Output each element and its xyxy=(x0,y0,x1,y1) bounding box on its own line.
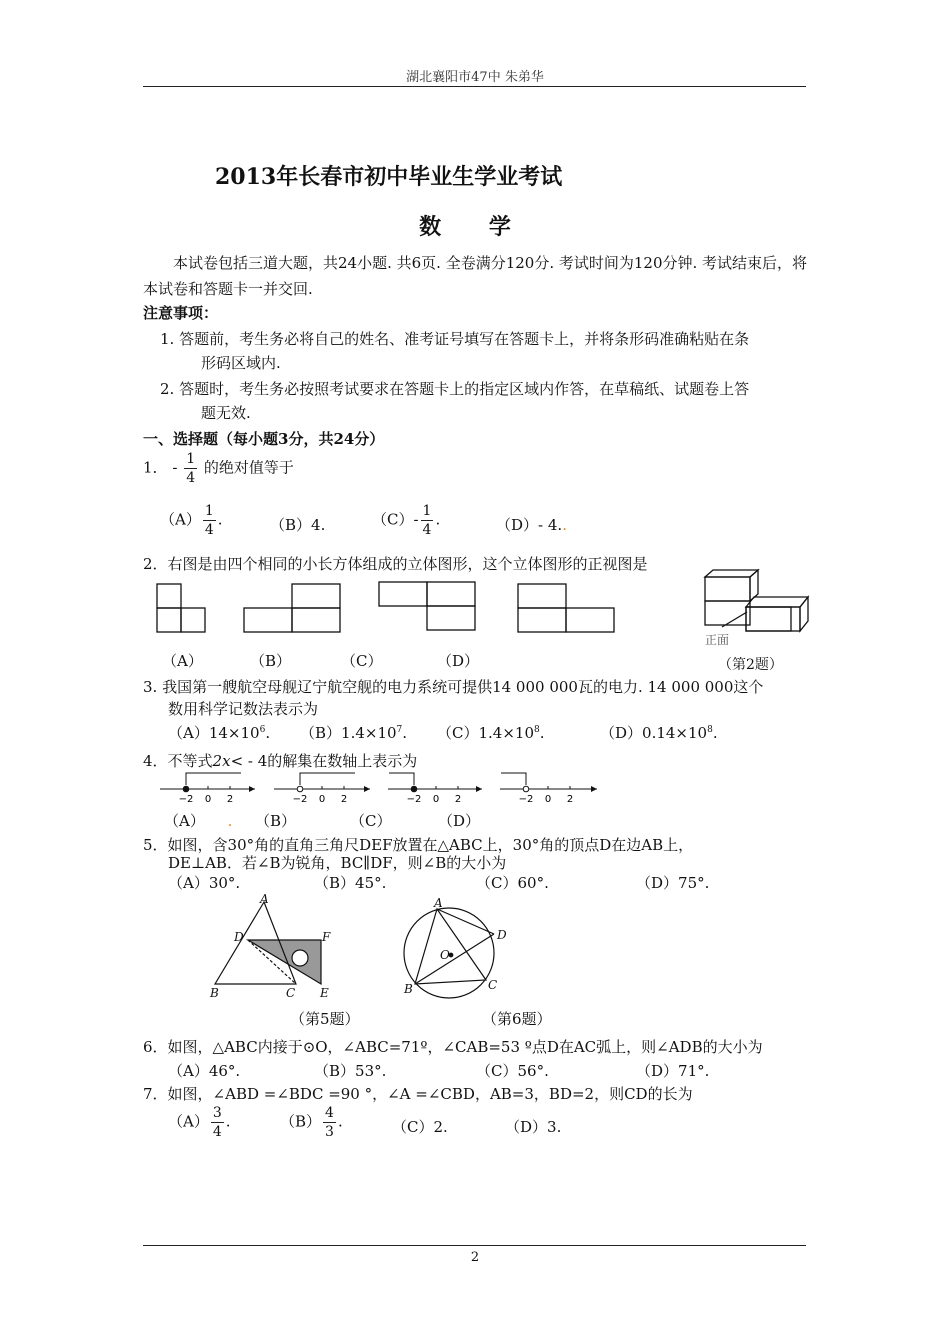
q6-label-a: A xyxy=(434,896,443,910)
exam-title: 2013年长春市初中毕业生学业考试 xyxy=(215,164,563,190)
q1-text: 的绝对值等于 xyxy=(203,458,294,477)
q4-mark-dot: . xyxy=(227,812,233,830)
q3-d-val: 0.14×10 xyxy=(642,724,708,742)
q5-caption: （第5题） xyxy=(290,1010,360,1028)
q6-option-c: （C）56°. xyxy=(476,1062,549,1080)
q6-label-b: B xyxy=(404,982,413,996)
q5-line2: DE⊥AB．若∠B为锐角，BC∥DF，则∠B的大小为 xyxy=(168,854,507,872)
q6-option-a: （A）46°. xyxy=(168,1062,241,1080)
q7-a-den: 4 xyxy=(212,1124,222,1140)
q3-b-val: 1.4×10 xyxy=(341,724,397,742)
q3-b-exp: 7 xyxy=(396,725,403,735)
q4-option-d: （D） xyxy=(438,812,481,830)
q1-a-den: 4 xyxy=(204,522,214,538)
q4-tick-label: 2 xyxy=(226,794,234,805)
notice-2-line2: 题无效. xyxy=(201,404,251,422)
q4-tick-label: −2 xyxy=(406,794,422,805)
q4-tick-label: −2 xyxy=(292,794,308,805)
q1-sign: - xyxy=(172,458,178,477)
q4-tick-label: 0 xyxy=(544,794,552,805)
q2-option-d: （D） xyxy=(437,652,480,670)
q1-number: 1． xyxy=(143,458,168,477)
q5-label-e: E xyxy=(320,986,329,1000)
q4-tick-label: 2 xyxy=(454,794,462,805)
q5-line1: 5．如图，含30°角的直角三角尺DEF放置在△ABC上，30°角的顶点D在边AB上， xyxy=(143,836,694,854)
notice-1-num: 1. xyxy=(160,330,175,348)
q6-caption: （第6题） xyxy=(482,1010,552,1028)
q5-label-f: F xyxy=(322,930,331,944)
q6-line1: 6．如图，△ABC内接于⊙O，∠ABC=71º，∠CAB=53 º点D在AC弧上，则∠ADB的大小为 xyxy=(143,1038,763,1056)
q3-line1: 3. 我国第一艘航空母舰辽宁航空舰的电力系统可提供14 000 000瓦的电力. 14 000 000这个 xyxy=(143,678,764,696)
notice-2-line1: 答题时，考生务必按照考试要求在答题卡上的指定区域内作答，在草稿纸、试题卷上答 xyxy=(179,380,750,398)
q5-option-c: （C）60°. xyxy=(476,874,549,892)
notice-title: 注意事项： xyxy=(143,304,219,322)
q4-a-label: （A） xyxy=(164,812,205,830)
footer-rule xyxy=(143,1245,806,1246)
section-1-heading: 一、选择题（每小题3分，共24分） xyxy=(143,430,385,448)
q2-option-b: （B） xyxy=(250,652,292,670)
q7-line1: 7．如图，∠ABD =∠BDC =90 °，∠A =∠CBD，AB=3，BD=2，则CD的长为 xyxy=(143,1085,693,1103)
q3-a-label: （A） xyxy=(168,724,209,742)
q1-c-num: 1 xyxy=(422,503,432,519)
q7-b-fraction xyxy=(323,1104,336,1141)
q4-tick-label: −2 xyxy=(518,794,534,805)
q3-d-exp: 8 xyxy=(707,725,713,735)
q6-label-o: O xyxy=(440,948,450,962)
intro-paragraph: 本试卷包括三道大题，共24小题. 共6页. 全卷满分120分. 考试时间为120分钟. 考试结束后，将本试卷和答题卡一并交回. xyxy=(143,254,808,298)
q4-tick-label: 0 xyxy=(204,794,212,805)
q4-tick-label: 2 xyxy=(566,794,574,805)
q5-label-b: B xyxy=(210,986,219,1000)
q1-option-b: （B）4. xyxy=(270,516,326,534)
q4-tick-label: 2 xyxy=(340,794,348,805)
q6-label-d: D xyxy=(497,928,507,942)
q6-label-c: C xyxy=(488,978,498,992)
q7-option-b xyxy=(280,1104,343,1141)
q5-label-c: C xyxy=(286,986,296,1000)
q7-b-den: 3 xyxy=(325,1124,334,1140)
page-number: 2 xyxy=(470,1250,480,1265)
q3-line2: 数用科学记数法表示为 xyxy=(168,700,319,718)
q4-tick-label: −2 xyxy=(178,794,194,805)
q3-b-tail: . xyxy=(402,724,408,742)
q3-a-exp: 6 xyxy=(259,725,266,735)
q1-c-den: 4 xyxy=(422,522,432,538)
q3-d-label: （D） xyxy=(600,724,643,742)
q1-c-label: （C）- xyxy=(372,510,419,529)
q4-tick-label: 0 xyxy=(432,794,440,805)
q7-option-a xyxy=(168,1104,231,1141)
q1-mark-dot: . xyxy=(562,516,567,534)
q4-expr: 2x xyxy=(212,752,231,770)
q1-a-num: 1 xyxy=(204,503,214,519)
q7-b-num: 4 xyxy=(325,1105,334,1121)
q2-option-c: （C） xyxy=(341,652,383,670)
q3-a-val: 14×10 xyxy=(208,724,260,742)
q7-option-d: （D）3. xyxy=(505,1118,562,1136)
q1-frac-num: 1 xyxy=(186,451,196,467)
q3-c-tail: . xyxy=(539,724,545,742)
notice-1-line1: 答题前，考生务必将自己的姓名、准考证号填写在答题卡上，并将条形码准确粘贴在条 xyxy=(179,330,750,348)
q7-a-tail: . xyxy=(225,1112,231,1131)
q3-a-tail: . xyxy=(265,724,271,742)
q7-a-fraction xyxy=(211,1104,224,1141)
q7-option-c: （C）2. xyxy=(392,1118,448,1136)
q4-post: < - 4的解集在数轴上表示为 xyxy=(230,752,418,770)
q4-pre: 4．不等式 xyxy=(143,752,213,770)
q3-c-val: 1.4×10 xyxy=(478,724,534,742)
q2-option-a: （A） xyxy=(162,652,203,670)
q4-option-b: （B） xyxy=(255,812,297,830)
q1-frac-den: 4 xyxy=(186,470,196,486)
q5-option-a: （A）30°. xyxy=(168,874,241,892)
q5-label-a: A xyxy=(260,892,269,906)
q3-d-tail: . xyxy=(712,724,718,742)
q6-option-d: （D）71°. xyxy=(636,1062,710,1080)
q7-b-tail: . xyxy=(337,1112,343,1131)
notice-2-num: 2. xyxy=(160,380,175,398)
q2-front-label: 正面 xyxy=(705,633,730,647)
q5-option-d: （D）75°. xyxy=(636,874,710,892)
q1-a-tail: . xyxy=(217,510,223,529)
q1-c-tail: . xyxy=(435,510,441,529)
q1-d-text: （D）- 4. xyxy=(496,516,563,534)
page-header: 湖北襄阳市47中 朱弟华 xyxy=(406,70,544,85)
subject-title: 数 学 xyxy=(419,214,531,240)
q6-option-b: （B）53°. xyxy=(314,1062,387,1080)
notice-1-line2: 形码区域内. xyxy=(201,354,281,372)
q3-c-exp: 8 xyxy=(534,725,540,735)
q3-b-label: （B） xyxy=(300,724,342,742)
q5-figure xyxy=(215,902,321,984)
q5-option-b: （B）45°. xyxy=(314,874,387,892)
q4-option-c: （C） xyxy=(350,812,392,830)
q1-a-label: （A） xyxy=(160,510,201,529)
q5-label-d: D xyxy=(234,930,244,944)
question-2: 2．右图是由四个相同的小长方体组成的立体图形，这个立体图形的正视图是 xyxy=(143,555,648,573)
q7-b-label: （B） xyxy=(280,1112,322,1131)
q2-caption: （第2题） xyxy=(718,657,783,673)
q7-a-label: （A） xyxy=(168,1112,209,1131)
q7-a-num: 3 xyxy=(212,1105,222,1121)
q3-c-label: （C） xyxy=(437,724,479,742)
q4-tick-label: 0 xyxy=(318,794,326,805)
